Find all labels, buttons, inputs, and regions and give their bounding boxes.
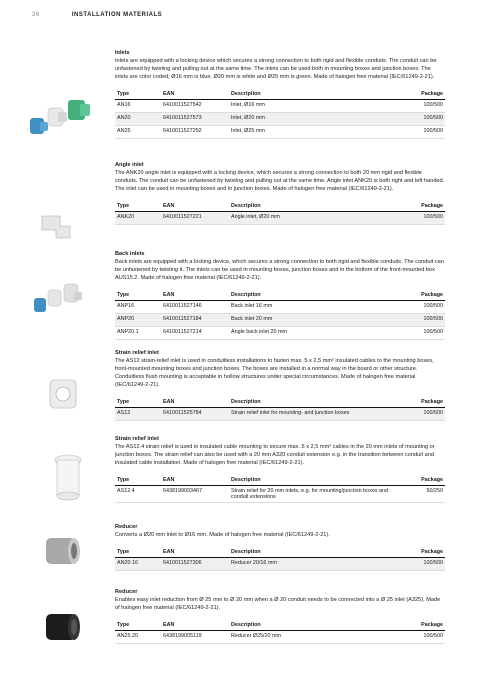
- header-description: Description: [229, 89, 401, 100]
- header-ean: EAN: [161, 475, 229, 486]
- header-type: Type: [115, 89, 161, 100]
- white-back-inlet-icon: [48, 290, 61, 306]
- table-row: [115, 212, 445, 225]
- header-ean: EAN: [161, 290, 229, 301]
- section-description: Converts a Ø20 mm inlet to Ø16 mm. Made of halogen free material (IEC/61249-2-21).: [115, 532, 330, 538]
- cell-description: Inlet, Ø16 mm: [229, 100, 401, 113]
- inlets-product-image: [28, 96, 98, 146]
- page-title: INSTALLATION MATERIALS: [71, 12, 163, 18]
- product-table: [115, 201, 445, 225]
- cell-description: Inlet, Ø25 mm: [229, 126, 401, 139]
- header-type: Type: [115, 397, 161, 408]
- back-inlets-image: [32, 282, 87, 316]
- cell-description: Angle inlet, Ø20 mm: [229, 212, 401, 225]
- cell-package: 100/500: [401, 327, 445, 340]
- cell-description: Back inlet 16 mm: [229, 301, 401, 314]
- cell-type: ANP20: [115, 314, 161, 327]
- angle-back-inlet-icon: [64, 284, 82, 302]
- header-type: Type: [115, 475, 161, 486]
- product-table: [115, 89, 445, 139]
- product-table: [115, 475, 445, 503]
- table-row: [115, 100, 445, 113]
- section-title: Strain relief inlet: [115, 350, 159, 356]
- section-title: Reducer: [115, 589, 138, 595]
- section-title: Inlets: [115, 50, 130, 56]
- cell-ean: 6410011525784: [161, 408, 229, 421]
- header-type: Type: [115, 290, 161, 301]
- blue-inlet-icon: [30, 118, 48, 134]
- section-description: The AS12 strain-relief inlet is used in conduitless installations to fasten max. 5 x 2,5 mm² insulated cables to the mounting boxes, front-mounted mounting boxes and junction boxes. The boxes are installed in a normal way in the board or other structure. Conduitless flush mounting is acceptable in hollow structures under special circumstances. Made of halogen free material (IEC/61249-2-21).: [115, 358, 434, 388]
- table-row: [115, 486, 445, 503]
- cell-description: Reducer 20/16 mm: [229, 558, 401, 571]
- cell-description: Angle back inlet 20 mm: [229, 327, 401, 340]
- cell-package: 50/250: [401, 486, 445, 503]
- strain-relief-inlet-image: [46, 376, 80, 412]
- reducer-image: [40, 528, 86, 570]
- cell-package: 100/500: [401, 100, 445, 113]
- table-row: [115, 126, 445, 139]
- section-strain-relief-as12-4: [115, 436, 445, 503]
- white-inlet-icon: [48, 108, 67, 126]
- section-title: Back inlets: [115, 251, 145, 257]
- header-ean: EAN: [161, 89, 229, 100]
- header-description: Description: [229, 620, 401, 631]
- strain-relief-as12-4-image: [52, 452, 84, 502]
- cell-type: AS12: [115, 408, 161, 421]
- cell-type: ANP20.1: [115, 327, 161, 340]
- table-row: [115, 314, 445, 327]
- header-package: Package: [401, 290, 445, 301]
- header-type: Type: [115, 547, 161, 558]
- table-row: [115, 558, 445, 571]
- cell-ean: 6410011527146: [161, 301, 229, 314]
- table-header-row: [115, 290, 445, 301]
- header-description: Description: [229, 547, 401, 558]
- header-package: Package: [401, 89, 445, 100]
- header-ean: EAN: [161, 620, 229, 631]
- table-row: [115, 113, 445, 126]
- header-description: Description: [229, 290, 401, 301]
- cell-ean: 6410011527306: [161, 558, 229, 571]
- table-header-row: [115, 89, 445, 100]
- section-title: Reducer: [115, 524, 138, 530]
- cell-package: 100/500: [401, 126, 445, 139]
- cell-package: 100/500: [401, 113, 445, 126]
- cell-package: 100/500: [401, 301, 445, 314]
- cell-ean: 6410011527573: [161, 113, 229, 126]
- cell-type: AN25: [115, 126, 161, 139]
- cell-type: AS12.4: [115, 486, 161, 503]
- table-row: [115, 327, 445, 340]
- section-reducer-25-20: [115, 589, 445, 644]
- section-description: Inlets are equipped with a locking device which secures a strong connection to both rigid and flexible conduits. The conduit can be unfastened by twisting and pulling out at the same time. The inlets can be used both in mounting boxes and junction boxes. The inlets are color coded; Ø16 mm is blue, Ø20 mm is white and Ø25 mm is green. Made of halogen free material (IEC/61249-2-21).: [115, 58, 437, 80]
- table-header-row: [115, 475, 445, 486]
- section-description: Back inlets are equipped with a locking device, which secures a strong connection to both rigid and flexible conduits. The conduit can be unfastened by twisting it. The inlets can be used in mounting boxes, junction boxes and in the bottom of the front-mounted box AUS15.2. Made of halogen free material (IEC/61249-2-21).: [115, 259, 444, 281]
- cell-ean: 6410011527542: [161, 100, 229, 113]
- product-table: [115, 290, 445, 340]
- page-number: 36: [32, 12, 40, 18]
- blue-back-inlet-icon: [34, 298, 46, 312]
- cell-package: 100/500: [401, 408, 445, 421]
- header-ean: EAN: [161, 201, 229, 212]
- cell-type: ANK20: [115, 212, 161, 225]
- product-table: [115, 547, 445, 571]
- section-description: Enables easy inlet reduction from Ø 25 mm to Ø 20 mm when a Ø 20 conduit needs to be connected into a Ø 25 inlet (A325). Made of halogen free material (IEC/61249-2-21).: [115, 597, 441, 611]
- header-package: Package: [401, 397, 445, 408]
- section-description: The AS12.4 strain relief is used in insulated cable mounting to secure max. 5 x 2,5 mm² cables in the 20 mm inlets of mounting or junction boxes. The strain relief can also be used with a 20 mm A320 conduit extension e.g. in the transition between conduit and insulated cable installation. Made of halogen free material (IEC/61249-2-21).: [115, 444, 435, 466]
- cell-type: AN20: [115, 113, 161, 126]
- section-description: The ANK20 angle inlet is equipped with a locking device, which secures a strong connection to both 20 mm rigid and flexible conduits. The conduit can be unfastened by twisting and pulling out at the same time. Angle inlet ANK20 is both right and left handed. The inlet can be used in mounting boxes and in junction boxes. Made of halogen free material (IEC/61249-2-21).: [115, 170, 445, 192]
- table-row: [115, 301, 445, 314]
- cell-ean: 6410011527221: [161, 212, 229, 225]
- header-description: Description: [229, 475, 401, 486]
- cell-package: 100/500: [401, 631, 445, 644]
- cell-description: Reducer Ø25/20 mm: [229, 631, 401, 644]
- product-table: [115, 620, 445, 644]
- product-table: [115, 397, 445, 421]
- cell-ean: 6410011527252: [161, 126, 229, 139]
- cell-type: ANP16: [115, 301, 161, 314]
- cell-description: Back inlet 20 mm: [229, 314, 401, 327]
- cell-type: AN25.20: [115, 631, 161, 644]
- section-back-inlets: [115, 251, 445, 340]
- cell-type: AN16: [115, 100, 161, 113]
- page-header: [32, 12, 162, 18]
- table-row: [115, 631, 445, 644]
- cell-type: AN20.16: [115, 558, 161, 571]
- header-package: Package: [401, 201, 445, 212]
- table-header-row: [115, 620, 445, 631]
- section-title: Strain relief inlet: [115, 436, 159, 442]
- header-package: Package: [401, 547, 445, 558]
- header-description: Description: [229, 201, 401, 212]
- cell-description: Strain relief inlet for mounting- and junction boxes: [229, 408, 401, 421]
- table-header-row: [115, 397, 445, 408]
- cell-description: Strain relief for 20 mm inlets, e.g. for mounting/junction boxes and conduit extensions: [229, 486, 401, 503]
- black-reducer-image: [40, 604, 86, 646]
- cell-ean: 6410011527184: [161, 314, 229, 327]
- header-description: Description: [229, 397, 401, 408]
- cell-package: 100/500: [401, 212, 445, 225]
- header-package: Package: [401, 620, 445, 631]
- cell-ean: 6438199005119: [161, 631, 229, 644]
- cell-package: 100/500: [401, 314, 445, 327]
- section-title: Angle inlet: [115, 162, 144, 168]
- section-inlets: [115, 50, 445, 139]
- table-header-row: [115, 547, 445, 558]
- cell-ean: 6438199003467: [161, 486, 229, 503]
- header-package: Package: [401, 475, 445, 486]
- cell-package: 100/500: [401, 558, 445, 571]
- section-reducer-20-16: [115, 524, 445, 571]
- cell-ean: 6410011527214: [161, 327, 229, 340]
- cell-description: Inlet, Ø20 mm: [229, 113, 401, 126]
- header-type: Type: [115, 620, 161, 631]
- green-inlet-icon: [68, 100, 90, 120]
- header-ean: EAN: [161, 397, 229, 408]
- section-strain-relief-as12: [115, 350, 445, 421]
- angle-inlet-image: [38, 212, 78, 242]
- section-angle-inlet: [115, 162, 445, 225]
- header-type: Type: [115, 201, 161, 212]
- table-row: [115, 408, 445, 421]
- header-ean: EAN: [161, 547, 229, 558]
- table-header-row: [115, 201, 445, 212]
